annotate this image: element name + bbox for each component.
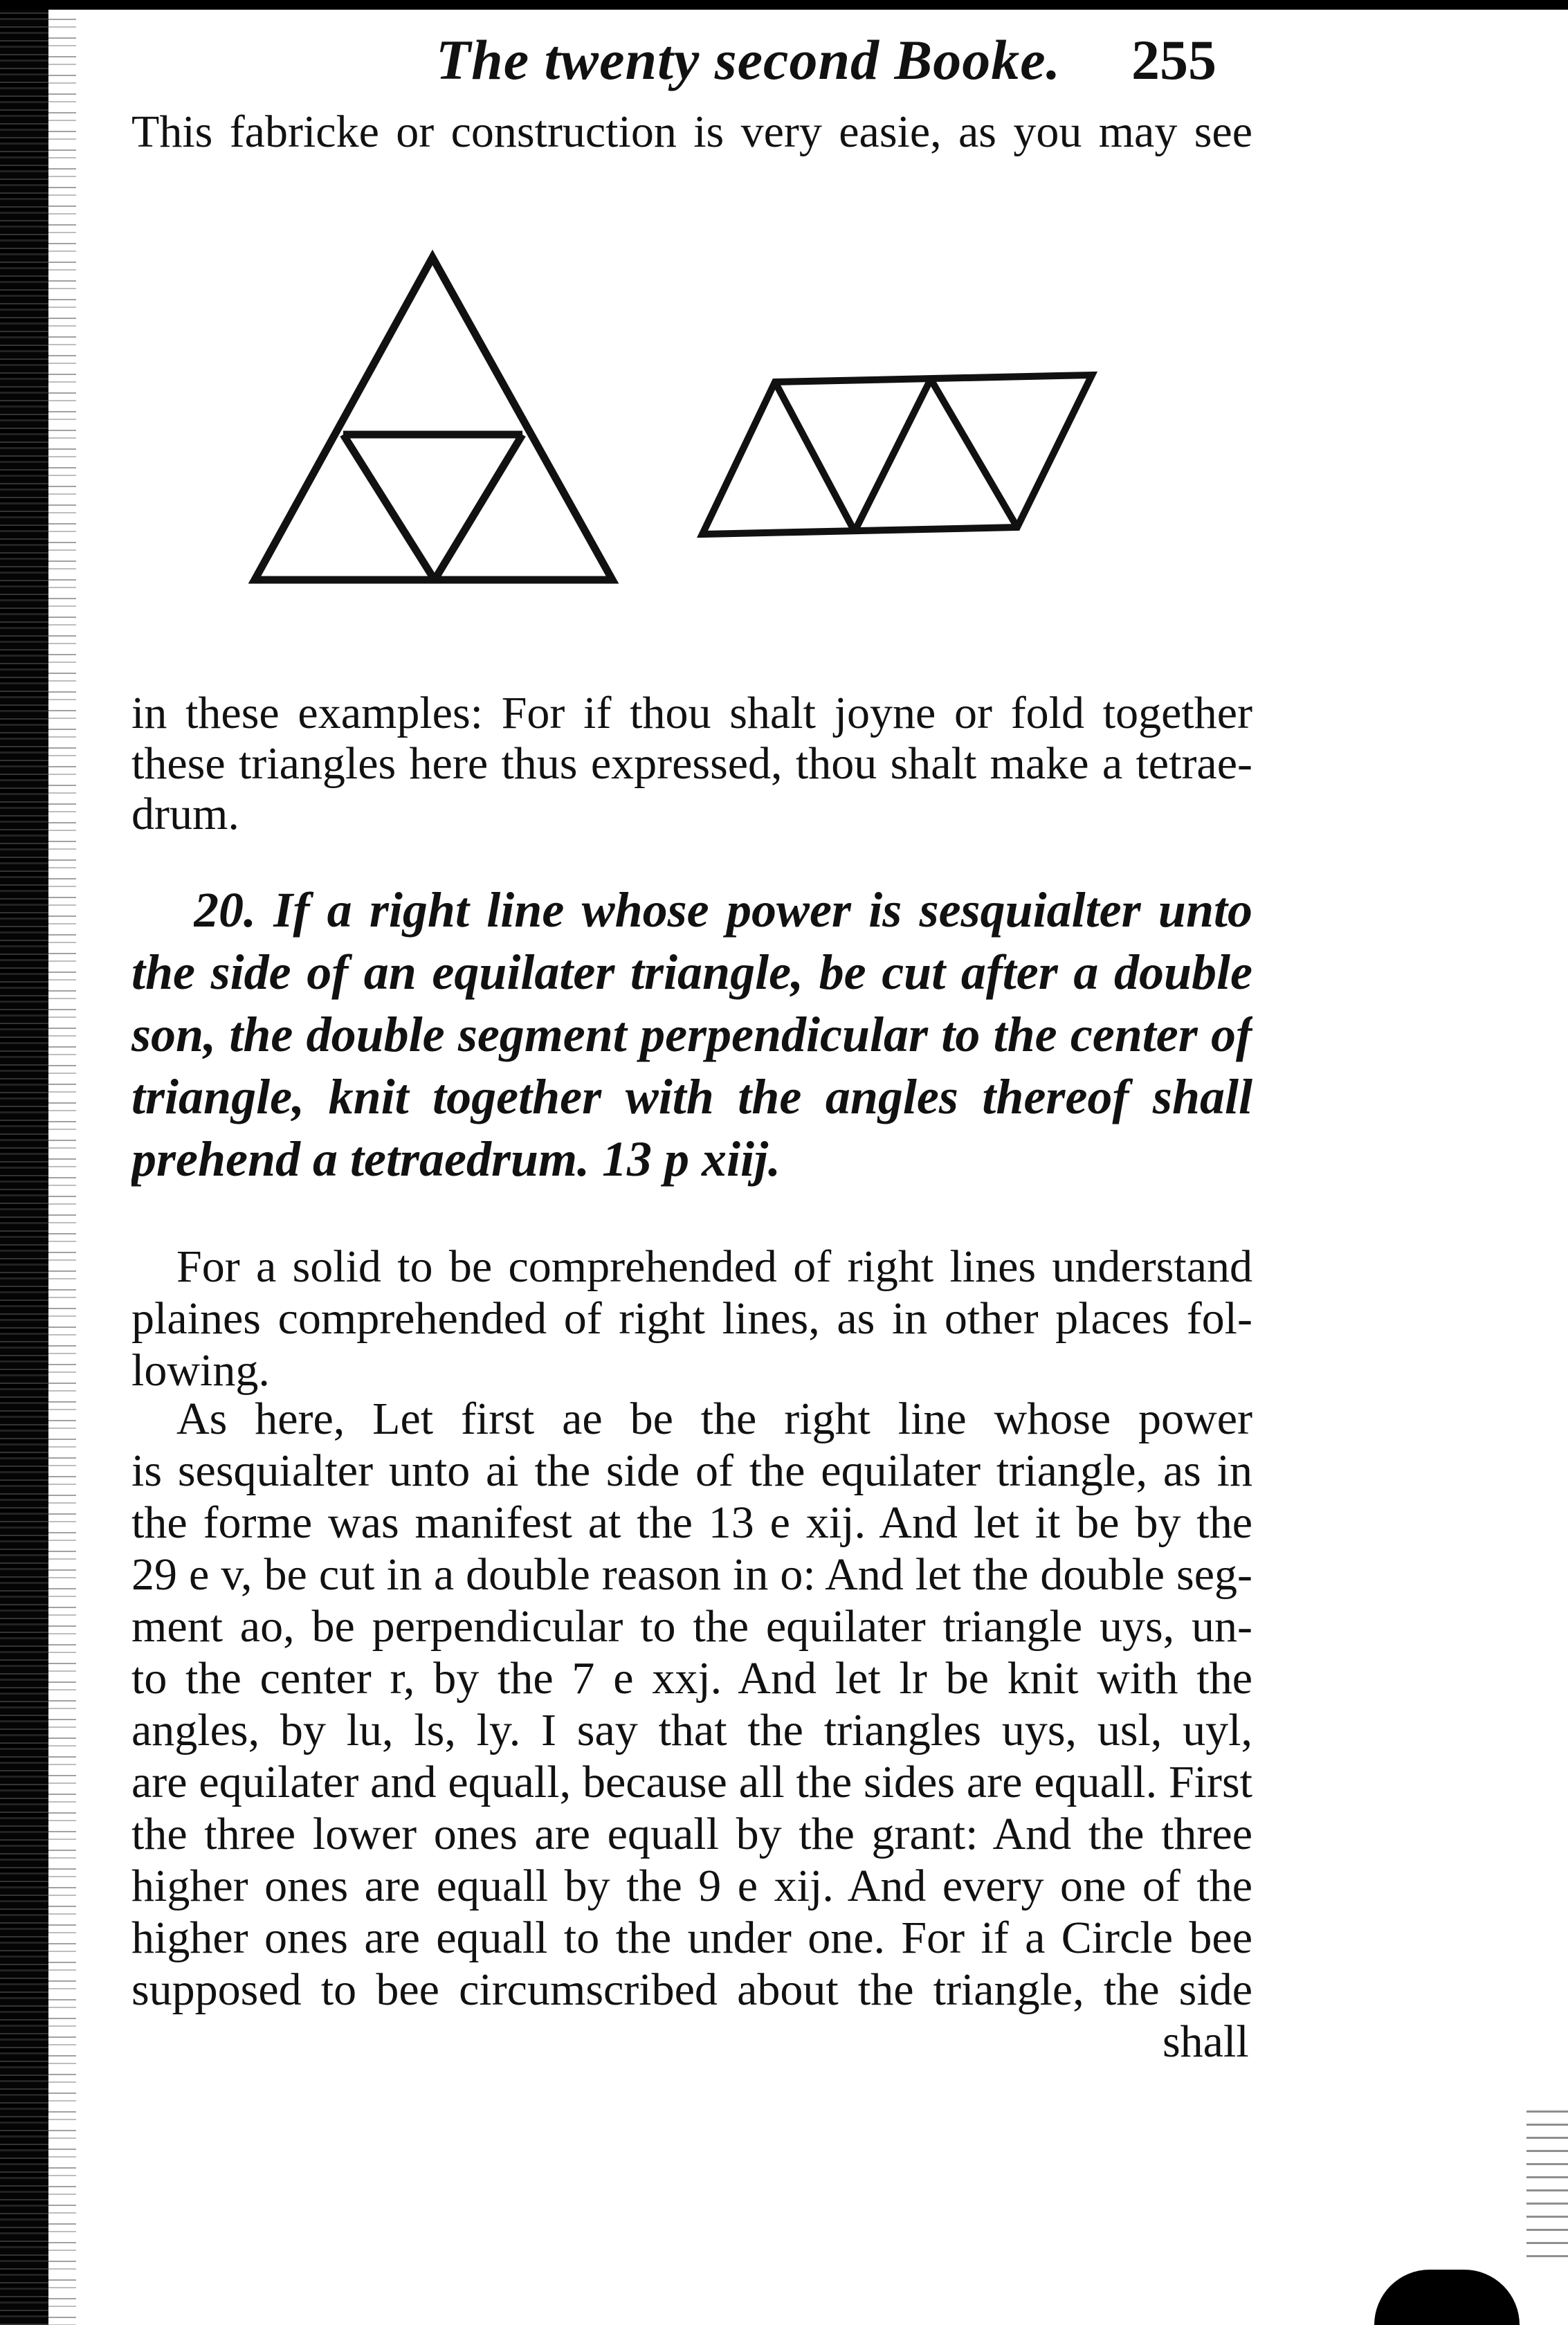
paragraph-3-line-1: As here, Let first ae be the right line whose power bbox=[176, 1394, 1252, 1444]
paragraph-1-line-1: in these examples: For if thou shalt joyne or fold together bbox=[131, 688, 1252, 738]
paragraph-1-line-2: these triangles here thus expressed, thou shalt make a tetrae- bbox=[131, 738, 1252, 789]
triangle-net-figure bbox=[242, 249, 630, 595]
paragraph-3-line-5: ment ao, be perpendicular to the equilater triangle uys, un- bbox=[131, 1601, 1252, 1652]
paragraph-3-line-11: higher ones are equall to the under one. For if a Circle bee bbox=[131, 1913, 1252, 1963]
right-inner-edge bbox=[435, 435, 522, 580]
scan-corner-noise bbox=[1526, 2110, 1568, 2263]
paragraph-3-line-4: 29 e v, be cut in a double reason in o: And let the double seg- bbox=[131, 1549, 1252, 1600]
proposition-line-1: 20. If a right line whose power is sesquialter unto bbox=[194, 882, 1252, 938]
strip-edge-2 bbox=[855, 379, 931, 531]
paragraph-3-line-8: are equilater and equall, because all the sides are equall. First bbox=[131, 1757, 1252, 1807]
paragraph-2-line-2: plaines comprehended of right lines, as in other places fol- bbox=[131, 1293, 1252, 1344]
strip-edge-1 bbox=[775, 382, 855, 531]
paragraph-3-line-9: the three lower ones are equall by the grant: And the three bbox=[131, 1809, 1252, 1859]
scan-top-edge bbox=[0, 0, 1568, 10]
paragraph-3-line-3: the forme was manifest at the 13 e xij. And let it be by the bbox=[131, 1497, 1252, 1548]
triangle-net-icon bbox=[242, 249, 630, 595]
paragraph-1-line-3: drum. bbox=[131, 789, 239, 839]
triangle-strip-figure bbox=[692, 360, 1107, 554]
paragraph-3-line-12: supposed to bee circumscribed about the triangle, the side bbox=[131, 1964, 1252, 2015]
scan-binding-shadow bbox=[0, 0, 48, 2325]
paragraph-3-line-10: higher ones are equall by the 9 e xij. And every one of the bbox=[131, 1861, 1252, 1911]
proposition-line-4: triangle, knit together with the angles thereof shall bbox=[131, 1069, 1252, 1124]
paragraph-3-line-6: to the center r, by the 7 e xxj. And let lr be knit with the bbox=[131, 1653, 1252, 1704]
paragraph-2-line-1: For a solid to be comprehended of right lines understand bbox=[176, 1241, 1252, 1292]
paragraph-2-line-3: lowing. bbox=[131, 1345, 270, 1396]
outer-triangle bbox=[255, 257, 612, 580]
proposition-line-2: the side of an equilater triangle, be cut after a double bbox=[131, 945, 1252, 1000]
proposition-line-3: son, the double segment perpendicular to the center of bbox=[131, 1007, 1252, 1062]
outer-parallelogram bbox=[702, 375, 1092, 534]
paragraph-3-line-7: angles, by lu, ls, ly. I say that the triangles uys, usl, uyl, bbox=[131, 1705, 1252, 1756]
intro-line: This fabricke or construction is very easie, as you may see bbox=[131, 107, 1252, 157]
proposition-line-5: prehend a tetraedrum. 13 p xiij. bbox=[131, 1131, 781, 1187]
scan-corner-smudge bbox=[1374, 2270, 1520, 2325]
paragraph-3-line-2: is sesquialter unto ai the side of the equilater triangle, as in bbox=[131, 1446, 1252, 1496]
running-title: The twenty second Booke. bbox=[436, 28, 1061, 91]
catchword: shall bbox=[1163, 2016, 1249, 2067]
strip-edge-3 bbox=[931, 379, 1017, 527]
triangle-strip-icon bbox=[692, 360, 1107, 554]
page-number: 255 bbox=[1131, 28, 1216, 91]
left-inner-edge bbox=[343, 435, 435, 580]
scan-binding-speckle bbox=[48, 0, 76, 2325]
